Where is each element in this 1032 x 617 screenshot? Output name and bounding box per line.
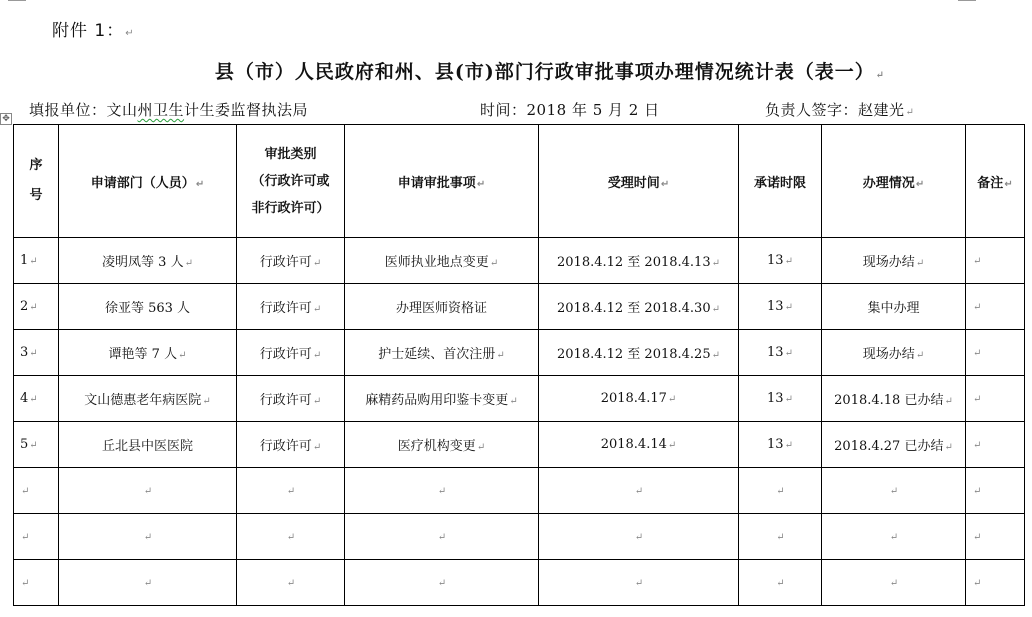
corner-mark-right [958,0,976,1]
approval-table [13,124,1025,606]
table-row [14,238,1025,284]
cell-remark[interactable]: ↵ [966,238,1025,284]
signer: 负责人签字：赵建光↵ [765,101,915,119]
cell-applicant[interactable]: 丘北县中医医院 [59,422,237,468]
cell-item[interactable]: 办理医师资格证 [345,284,539,330]
cell-item[interactable]: 护士延续、首次注册↵ [345,330,539,376]
cell-remark[interactable]: ↵ [966,560,1025,606]
table-row [14,560,1025,606]
cell-status[interactable]: 现场办结↵ [822,330,966,376]
table-row [14,376,1025,422]
header-remark: 备注↵ [966,125,1025,238]
cell-category[interactable]: 行政许可↵ [237,284,345,330]
table-row [14,514,1025,560]
cell-limit[interactable]: ↵ [739,468,822,514]
cell-category[interactable]: ↵ [237,468,345,514]
table-header-row [14,125,1025,238]
cell-accept-time[interactable]: ↵ [539,514,739,560]
cell-item[interactable]: 医疗机构变更↵ [345,422,539,468]
cell-remark[interactable]: ↵ [966,468,1025,514]
cell-limit[interactable]: ↵ [739,514,822,560]
cell-applicant[interactable]: ↵ [59,560,237,606]
header-status: 办理情况↵ [822,125,966,238]
header-applicant: 申请部门（人员）↵ [59,125,237,238]
cell-category[interactable]: 行政许可↵ [237,376,345,422]
cell-category[interactable]: 行政许可↵ [237,330,345,376]
cell-status[interactable]: ↵ [822,560,966,606]
cell-item[interactable]: 麻精药品购用印鉴卡变更↵ [345,376,539,422]
table-row [14,422,1025,468]
report-time: 时间：2018 年 5 月 2 日 [480,101,660,119]
table-row [14,330,1025,376]
cell-remark[interactable]: ↵ [966,330,1025,376]
cell-remark[interactable]: ↵ [966,514,1025,560]
cell-applicant[interactable]: ↵ [59,514,237,560]
cell-accept-time[interactable]: ↵ [539,468,739,514]
header-category: 审批类别 （行政许可或 非行政许可） [237,125,345,238]
cell-accept-time[interactable]: ↵ [539,560,739,606]
page-title: 县（市）人民政府和州、县(市)部门行政审批事项办理情况统计表（表一）↵ [214,61,886,83]
cell-limit[interactable]: 13↵ [739,284,822,330]
cell-seq[interactable]: 2↵ [14,284,59,330]
cell-category[interactable]: 行政许可↵ [237,422,345,468]
cell-seq[interactable]: ↵ [14,560,59,606]
cell-status[interactable]: 2018.4.27 已办结↵ [822,422,966,468]
cell-accept-time[interactable]: 2018.4.14↵ [539,422,739,468]
cell-limit[interactable]: ↵ [739,560,822,606]
annex-label: 附件 1：↵ [52,21,135,41]
cell-category[interactable]: ↵ [237,514,345,560]
cell-remark[interactable]: ↵ [966,376,1025,422]
cell-item[interactable]: 医师执业地点变更↵ [345,238,539,284]
cell-item[interactable]: ↵ [345,468,539,514]
cell-limit[interactable]: 13↵ [739,376,822,422]
cell-remark[interactable]: ↵ [966,422,1025,468]
table-row [14,284,1025,330]
cell-remark[interactable]: ↵ [966,284,1025,330]
cell-applicant[interactable]: 徐亚等 563 人 [59,284,237,330]
cell-seq[interactable]: 1↵ [14,238,59,284]
cell-seq[interactable]: 5↵ [14,422,59,468]
cell-category[interactable]: 行政许可↵ [237,238,345,284]
header-accept-time: 受理时间↵ [539,125,739,238]
table-row [14,468,1025,514]
fill-unit: 填报单位：文山州卫生计生委监督执法局 [29,101,309,119]
cell-category[interactable]: ↵ [237,560,345,606]
cell-status[interactable]: ↵ [822,468,966,514]
cell-applicant[interactable]: 文山德惠老年病医院↵ [59,376,237,422]
cell-status[interactable]: 现场办结↵ [822,238,966,284]
header-item: 申请审批事项↵ [345,125,539,238]
cell-limit[interactable]: 13↵ [739,238,822,284]
cell-accept-time[interactable]: 2018.4.17↵ [539,376,739,422]
cell-seq[interactable]: ↵ [14,514,59,560]
cell-accept-time[interactable]: 2018.4.12 至 2018.4.25↵ [539,330,739,376]
cell-item[interactable]: ↵ [345,514,539,560]
cell-seq[interactable]: 3↵ [14,330,59,376]
cell-applicant[interactable]: ↵ [59,468,237,514]
cell-status[interactable]: 集中办理 [822,284,966,330]
cell-applicant[interactable]: 凌明凤等 3 人↵ [59,238,237,284]
cell-applicant[interactable]: 谭艳等 7 人↵ [59,330,237,376]
header-limit: 承诺时限 [739,125,822,238]
corner-mark-left [8,0,26,1]
cell-item[interactable]: ↵ [345,560,539,606]
table-move-handle-icon[interactable]: ✥ [0,113,12,125]
header-seq: 序 号 [14,125,59,238]
cell-accept-time[interactable]: 2018.4.12 至 2018.4.13↵ [539,238,739,284]
cell-seq[interactable]: 4↵ [14,376,59,422]
cell-limit[interactable]: 13↵ [739,330,822,376]
cell-accept-time[interactable]: 2018.4.12 至 2018.4.30↵ [539,284,739,330]
cell-status[interactable]: 2018.4.18 已办结↵ [822,376,966,422]
cell-limit[interactable]: 13↵ [739,422,822,468]
cell-seq[interactable]: ↵ [14,468,59,514]
cell-status[interactable]: ↵ [822,514,966,560]
